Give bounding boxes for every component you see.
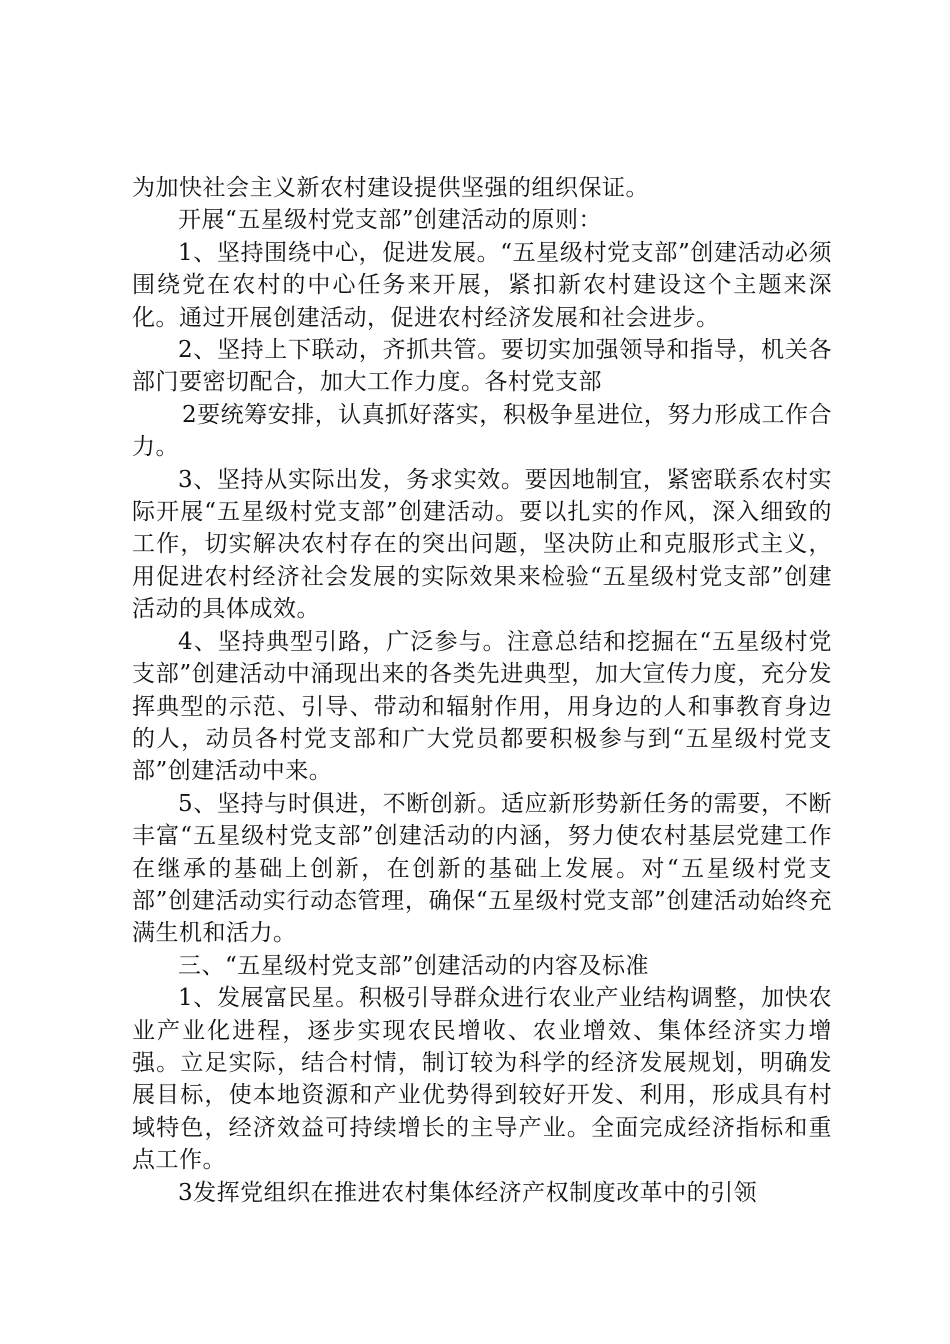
paragraph-principle-3: 3、坚持从实际出发，务求实效。要因地制宜，紧密联系农村实际开展“五星级村党支部”创建活动。要以扎实的作风，深入细致的工作，切实解决农村存在的突出问题，坚决防止和克服形式主义，用促进农村经济社会发展的实际效果来检验“五星级村党支部”创建活动的具体成效。: [132, 466, 832, 623]
section-heading-content-standards: 三、“五星级村党支部”创建活动的内容及标准: [178, 952, 650, 979]
paragraph-principle-1: 1、坚持围绕中心，促进发展。“五星级村党支部”创建活动必须围绕党在农村的中心任务来开展，紧扣新农村建设这个主题来深化。通过开展创建活动，促进农村经济发展和社会进步。: [132, 239, 832, 331]
paragraph-principle-4: 4、坚持典型引路，广泛参与。注意总结和挖掘在“五星级村党支部”创建活动中涌现出来的各类先进典型，加大宣传力度，充分发挥典型的示范、引导、带动和辐射作用，用身边的人和事教育身边的人，动员各村党支部和广大党员都要积极参与到“五星级村党支部”创建活动中来。: [132, 628, 832, 785]
paragraph-star-3-start: 3发挥党组织在推进农村集体经济产权制度改革中的引领: [178, 1179, 758, 1206]
paragraph-principle-5: 5、坚持与时俱进，不断创新。适应新形势新任务的需要，不断丰富“五星级村党支部”创建活动的内涵，努力使农村基层党建工作在继承的基础上创新，在创新的基础上发展。对“五星级村党支部”创建活动实行动态管理，确保“五星级村党支部”创建活动始终充满生机和活力。: [132, 790, 832, 947]
paragraph-continuation: 为加快社会主义新农村建设提供坚强的组织保证。: [132, 175, 649, 201]
paragraph-principle-2-continued: 2要统筹安排，认真抓好落实，积极争星进位，努力形成工作合力。: [132, 401, 832, 461]
document-body: [132, 172, 832, 1209]
paragraph-star-1: 1、发展富民星。积极引导群众进行农业产业结构调整，加快农业产业化进程，逐步实现农民增收、农业增效、集体经济实力增强。立足实际，结合村情，制订较为科学的经济发展规划，明确发展目标，使本地资源和产业优势得到较好开发、利用，形成具有村域特色，经济效益可持续增长的主导产业。全面完成经济指标和重点工作。: [132, 985, 832, 1174]
paragraph-principle-2: 2、坚持上下联动，齐抓共管。要切实加强领导和指导，机关各部门要密切配合，加大工作力度。各村党支部: [132, 337, 832, 396]
paragraph-principles-heading: 开展“五星级村党支部”创建活动的原则：: [178, 207, 603, 234]
